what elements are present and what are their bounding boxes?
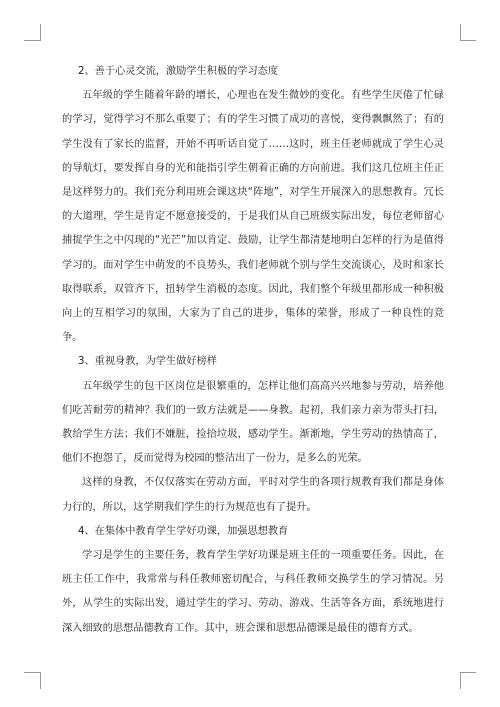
crop-mark-bottom-left-vertical [40, 672, 41, 689]
section-study-and-moral-education [62, 520, 444, 641]
section-lead-by-example [62, 350, 444, 519]
crop-mark-top-right-horizontal [460, 40, 476, 41]
section-heading: 3、重视身教，为学生做好榜样 [78, 356, 217, 368]
crop-mark-top-left-horizontal [24, 40, 40, 41]
document-body [62, 60, 444, 641]
crop-mark-bottom-right-horizontal [460, 672, 476, 673]
body-paragraph: 学习是学生的主要任务，教育学生学好功课是班主任的一项重要任务。因此，在班主任工作中，我常常与科任教师密切配合，与科任教师交换学生的学习情况。另外，从学生的实际出发，通过学生的学习、劳动、游戏、生活等各方面，系统地进行深入细致的思想品德教育工作。其中，班会课和思想品德课是最佳的德育方式。 [62, 550, 444, 634]
body-paragraph: 这样的身教，不仅仅落实在劳动方面，平时对学生的各项行规教育我们都是身体力行的，所以，这学期我们学生的行为规范也有了提升。 [62, 477, 444, 513]
section-mind-communication [62, 60, 444, 350]
section-heading: 2、善于心灵交流，激励学生积极的学习态度 [78, 66, 279, 77]
crop-mark-top-right-vertical [460, 24, 461, 41]
body-paragraph: 五年级的学生随着年龄的增长，心理也在发生微妙的变化。有些学生厌倦了忙碌的学习，觉得学习不那么重要了；有的学生习惯了成功的喜悦，变得飘飘然了；有的学生没有了家长的监督，开始不再听话自觉了……这时，班主任老师就成了学生心灵的导航灯，要发挥自身的光和能指引学生朝着正确的方向前进。我们这几位班主任正是这样努力的。我们充分利用班会课这块“阵地”，对学生开展深入的思想教育。冗长的大道理，学生是肯定不愿意接受的，于是我们从自己班级实际出发，每位老师留心捕捉学生之中闪现的“光芒”加以肯定、鼓励，让学生都清楚地明白怎样的行为是值得学习的。面对学生中萌发的不良势头，我们老师就个别与学生交流谈心，及时和家长取得联系，双管齐下，扭转学生消极的态度。因此，我们整个年级里都形成一种积极向上的互相学习的氛围，大家为了自己的进步，集体的荣誉，形成了一种良性的竞争。 [62, 90, 444, 344]
crop-mark-bottom-right-vertical [460, 672, 461, 689]
crop-mark-top-left-vertical [40, 24, 41, 41]
body-paragraph: 五年级学生的包干区岗位是很繁重的，怎样让他们高高兴兴地参与劳动，培养他们吃苦耐劳的精神？我们的一致方法就是——身教。起初，我们亲力亲为带头打扫，教给学生方法；我们不嫌脏，捡拾垃圾，感动学生。渐渐地，学生劳动的热情高了，他们不抱怨了，反而觉得为校园的整洁出了一份力，是多么的光荣。 [62, 380, 444, 465]
crop-mark-bottom-left-horizontal [24, 672, 40, 673]
section-heading: 4、在集体中教育学生学好功课，加强思想教育 [78, 525, 289, 537]
